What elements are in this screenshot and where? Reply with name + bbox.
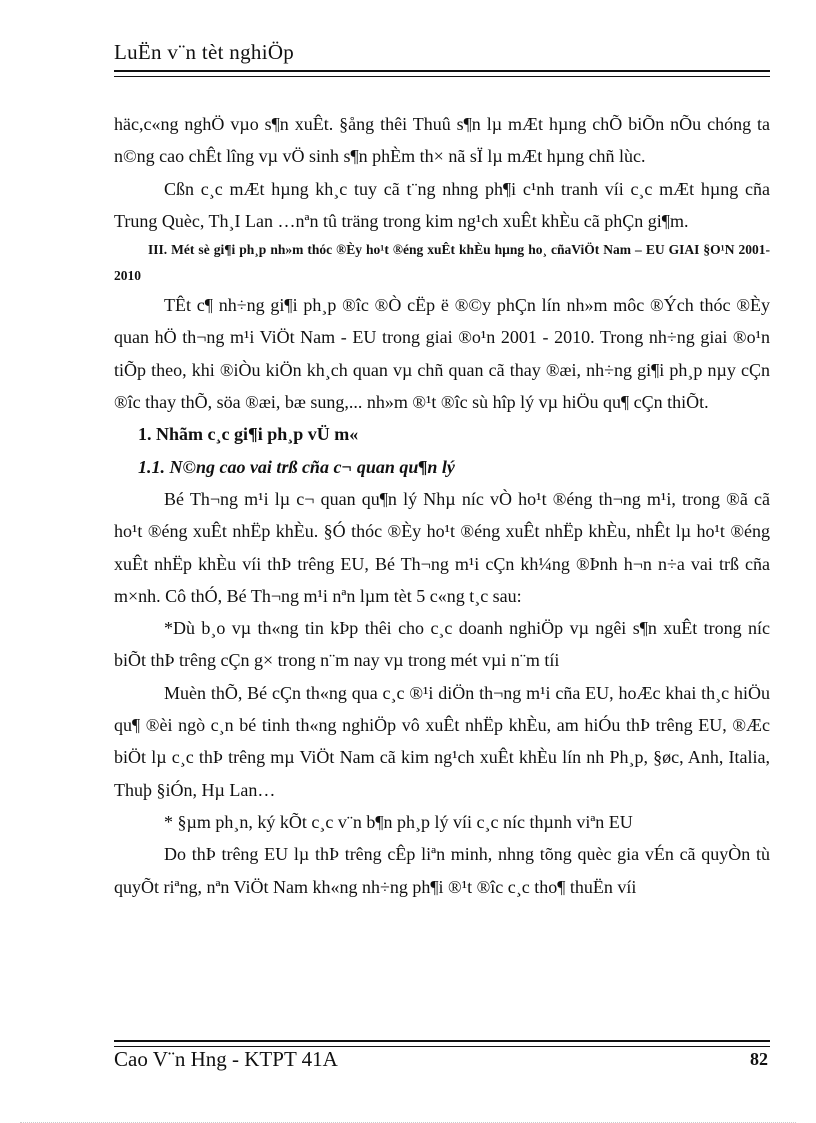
page-number: 82 (750, 1049, 768, 1069)
bullet-negotiation: * §µm ph¸n, ký kÕt c¸c v¨n b¶n ph¸p lý víi c¸c níc thµnh viªn EU (164, 811, 633, 832)
paragraph-4: Bé Th¬ng m¹i lµ c¬ quan qu¶n lý Nhµ níc vÒ ho¹t ®éng th¬ng m¹i, trong ®ã cã ho¹t ®éng xuÊt nhËp khÈu. §Ó thóc ®Èy ho¹t ®éng xuÊt nhËp khÈu, nhÊt lµ ho¹t ®éng xuÊt nhËp khÈu víi thÞ trêng EU, Bé Th¬ng m¹i cÇn kh¼ng ®Þnh h¬n n÷a vai trß cña m×nh. Cô thÓ, Bé Th¬ng m¹i nªn lµm tèt 5 c«ng t¸c sau: (114, 488, 770, 606)
footer-rule (114, 1040, 770, 1047)
paragraph-1: häc,c«ng nghÖ vµo s¶n xuÊt. §ång thêi Thuû s¶n lµ mÆt hµng chÕ biÕn nÕu chóng ta n©ng cao chÊt lîng vµ vÖ sinh s¶n phÈm th× nã sÏ lµ mÆt hµng chñ lùc. (114, 114, 770, 167)
bullet-forecast: *Dù b¸o vµ th«ng tin kÞp thêi cho c¸c doanh nghiÖp vµ ngêi s¶n xuÊt trong níc biÕt thÞ trêng cÇn g× trong n¨m nay vµ trong mét vµi n¨m tíi (114, 618, 770, 671)
paragraph-5: Muèn thÕ, Bé cÇn th«ng qua c¸c ®¹i diÖn th¬ng m¹i cña EU, hoÆc khai th¸c hiÖu qu¶ ®èi ngò c¸n bé tinh th«ng nghiÖp vô xuÊt nhËp khÈu, am hiÓu thÞ trêng EU, ®Æc biÖt lµ c¸c thÞ trêng mµ ViÖt Nam cã kim ng¹ch xuÊt khÈu lín nh Ph¸p, §øc, Anh, Italia, Thuþ §iÓn, Hµ Lan… (114, 682, 770, 800)
paragraph-3: TÊt c¶ nh÷ng gi¶i ph¸p ®îc ®Ò cËp ë ®©y phÇn lín nh»m môc ®Ých thóc ®Èy quan hÖ th¬ng m¹i ViÖt Nam - EU trong giai ®o¹n 2001 - 2010. Trong nh÷ng giai ®o¹n tiÕp theo, khi ®iÒu kiÖn kh¸ch quan vµ chñ quan cã thay ®æi, nh÷ng gi¶i ph¸p nµy cÇn ®îc thay thÕ, söa ®æi, bæ sung,... nh»m ®¹t ®îc sù hîp lý vµ hiÖu qu¶ cÇn thiÕt. (114, 295, 770, 413)
paragraph-2: Cßn c¸c mÆt hµng kh¸c tuy cã t¨ng nhng ph¶i c¹nh tranh víi c¸c mÆt hµng cña Trung Quèc, Th¸I Lan …nªn tû träng trong kim ng¹ch xuÊt khÈu cã phÇn gi¶m. (114, 178, 770, 231)
page-footer-author: Cao V¨n Hng - KTPT 41A (114, 1047, 338, 1071)
section-heading: III. Mét sè gi¶i ph¸p nh»m thóc ®Èy ho¹t ®éng xuÊt khÈu hµng ho¸ cñaViÖt Nam – EU GIAI §O¹N 2001-2010 (114, 242, 770, 284)
header-rule (114, 70, 770, 77)
subsection-heading: 1. Nhãm c¸c gi¶i ph¸p vÜ m« (138, 424, 359, 445)
page-header: LuËn v¨n tèt nghiÖp (114, 40, 295, 64)
sub-subsection-heading: 1.1. N©ng cao vai trß cña c¬ quan qu¶n lý (138, 456, 455, 477)
document-body (114, 108, 770, 903)
paragraph-6: Do thÞ trêng EU lµ thÞ trêng cÊp liªn minh, nhng tõng quèc gia vÉn cã quyÒn tù quyÕt riªng, nªn ViÖt Nam kh«ng nh÷ng ph¶i ®¹t ®îc c¸c tho¶ thuËn víi (114, 844, 770, 897)
